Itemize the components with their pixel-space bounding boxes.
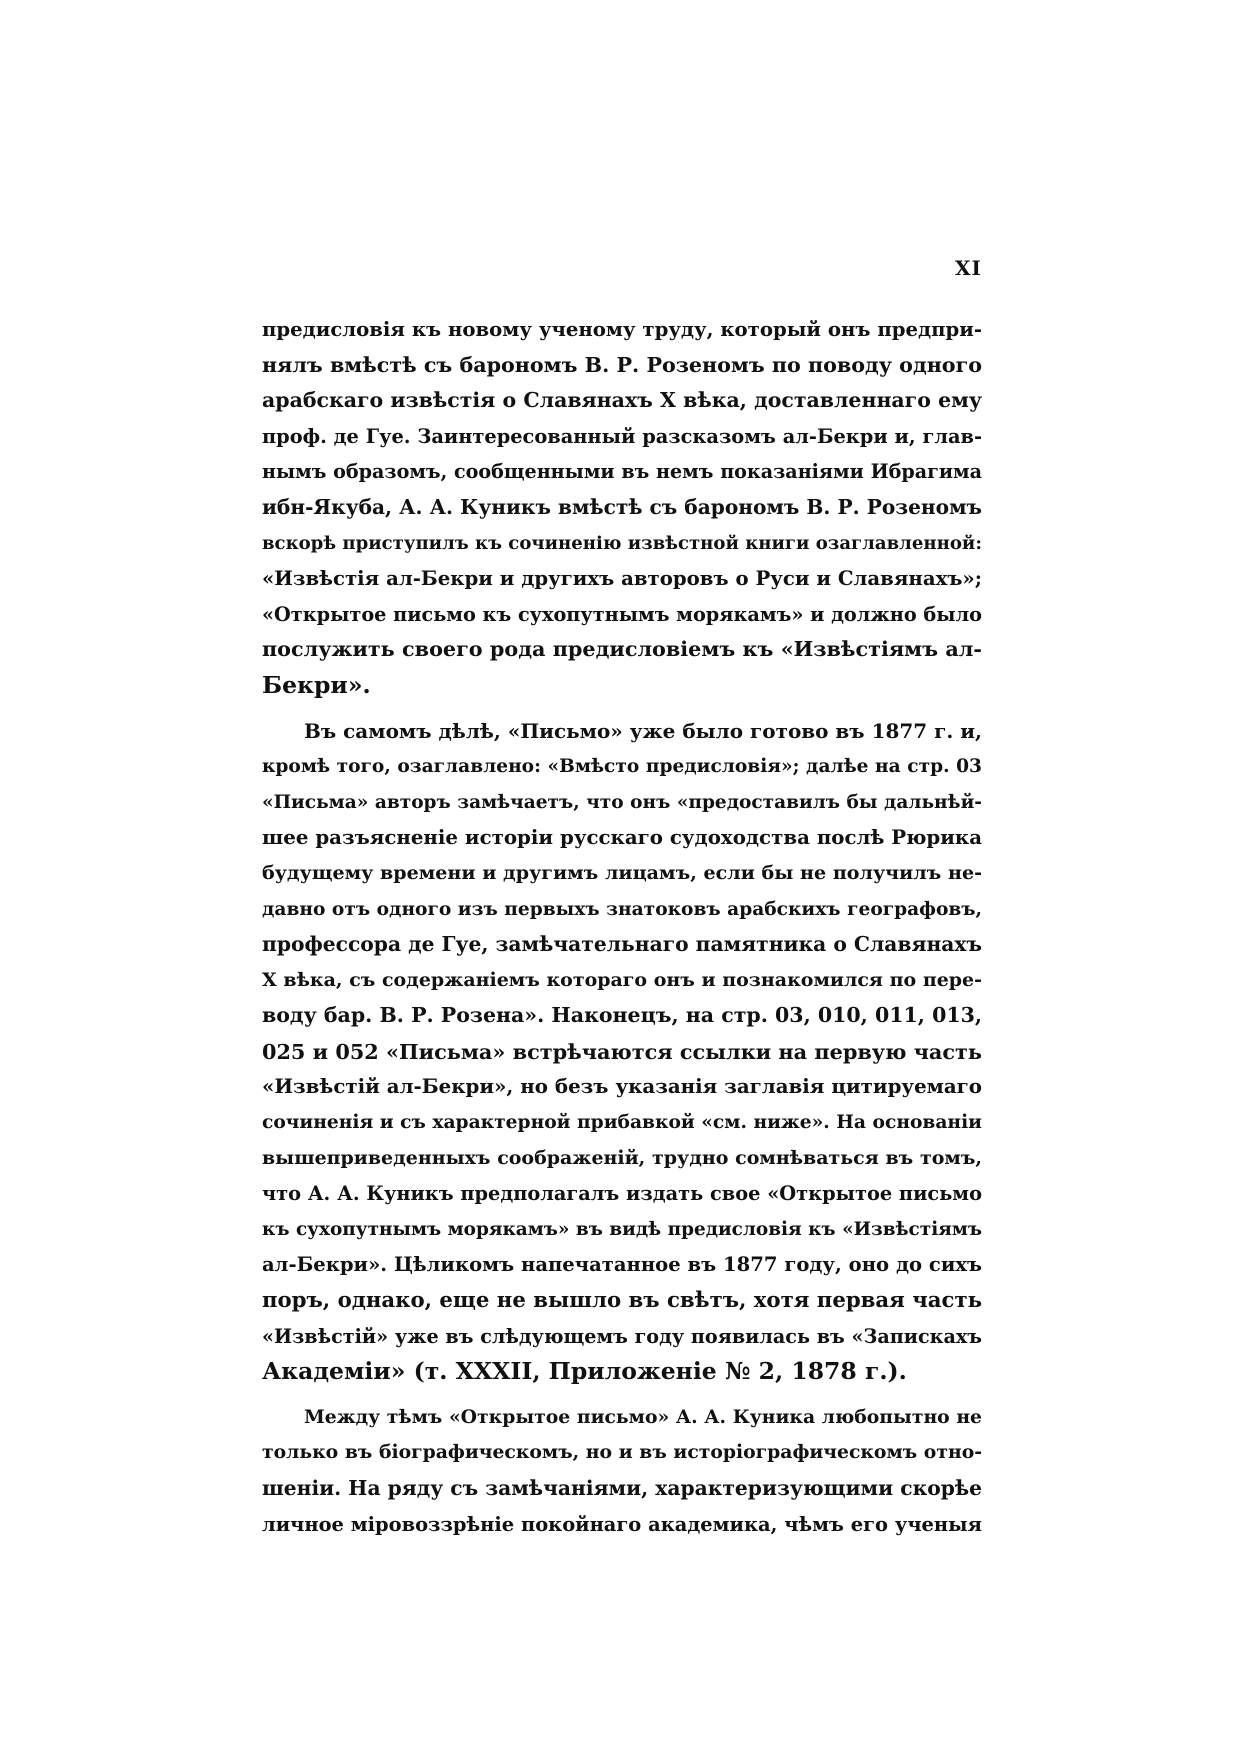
text-line: кромѣ того, озаглавлено: «Вмѣсто предисловія»; далѣе на стр. 03 — [262, 756, 982, 778]
text-line: только въ біографическомъ, но и въ исторіографическомъ отно- — [262, 1441, 982, 1464]
text-line: шее разъясненіе исторіи русскаго судоходства послѣ Рюрика — [262, 825, 982, 850]
text-line: ал-Бекри». Цѣликомъ напечатанное въ 1877 году, оно до сихъ — [262, 1253, 982, 1277]
text-line: ибн-Якуба, А. А. Куникъ вмѣстѣ съ барономъ В. Р. Розеномъ — [262, 494, 982, 519]
text-line: «Открытое письмо къ сухопутнымъ морякамъ» и должно было — [262, 602, 982, 626]
paragraph — [262, 1400, 982, 1542]
text-line: послужить своего рода предисловіемъ къ «Извѣстіямъ ал- — [262, 637, 982, 662]
text-line: «Извѣстія ал-Бекри и другихъ авторовъ о Руси и Славянахъ»; — [262, 567, 982, 591]
text-line: Академіи» (т. XXXII, Приложеніе № 2, 1878 г.). — [262, 1357, 907, 1386]
text-line: шеніи. На ряду съ замѣчаніями, характеризующими скорѣе — [262, 1476, 982, 1500]
text-line: что А. А. Куникъ предполагалъ издать свое «Открытое письмо — [262, 1182, 982, 1206]
text-line: вскорѣ приступилъ къ сочиненію извѣстной книги озаглавленной: — [262, 532, 982, 554]
paragraph — [262, 312, 982, 704]
text-line: поръ, однако, еще не вышло въ свѣтъ, хотя первая часть — [262, 1288, 982, 1314]
text-line: профессора де Гуе, замѣчательнаго памятника о Славянахъ — [262, 932, 982, 957]
text-line: «Извѣстій» уже въ слѣдующемъ году появилась въ «Запискахъ — [262, 1324, 982, 1348]
text-line: арабскаго извѣстія о Славянахъ X вѣка, доставленнаго ему — [262, 388, 982, 413]
text-line: X вѣка, съ содержаніемъ котораго онъ и познакомился по пере- — [262, 968, 982, 991]
text-line: будущему времени и другимъ лицамъ, если бы не получилъ не- — [262, 861, 982, 884]
text-line: предисловія къ новому ученому труду, который онъ предпри- — [262, 318, 982, 341]
page-body — [262, 312, 982, 1552]
text-line: нялъ вмѣстѣ съ барономъ В. Р. Розеномъ по поводу одного — [262, 352, 982, 377]
text-line: сочиненія и съ характерной прибавкой «см. ниже». На основаніи — [262, 1111, 982, 1134]
paragraph — [262, 714, 982, 1390]
text-line: вышеприведенныхъ соображеній, трудно сомнѣваться въ томъ, — [262, 1146, 982, 1169]
text-line: проф. де Гуе. Заинтересованный разсказомъ ал-Бекри и, глав- — [262, 424, 982, 448]
text-line: Въ самомъ дѣлѣ, «Письмо» уже было готово въ 1877 г. и, — [304, 718, 982, 743]
text-line: личное міровоззрѣніе покойнаго академика, чѣмъ его ученыя — [262, 1512, 982, 1536]
text-line: къ сухопутнымъ морякамъ» въ видѣ предисловія къ «Извѣстіямъ — [262, 1218, 982, 1240]
text-line: Бекри». — [262, 670, 371, 699]
text-line: воду бар. В. Р. Розена». Наконецъ, на стр. 03, 010, 011, 013, — [262, 1003, 982, 1028]
text-line: «Извѣстій ал-Бекри», но безъ указанія заглавія цитируемаго — [262, 1074, 982, 1099]
text-line: «Письма» авторъ замѣчаетъ, что онъ «предоставилъ бы дальнѣй- — [262, 791, 982, 813]
text-line: 025 и 052 «Письма» встрѣчаются ссылки на первую часть — [262, 1038, 982, 1064]
text-line: нымъ образомъ, сообщенными въ немъ показаніями Ибрагима — [262, 460, 982, 484]
text-line: Между тѣмъ «Открытое письмо» А. А. Куника любопытно не — [304, 1405, 982, 1428]
page-number: XI — [955, 256, 982, 280]
text-line: давно отъ одного изъ первыхъ знатоковъ арабскихъ географовъ, — [262, 898, 982, 920]
